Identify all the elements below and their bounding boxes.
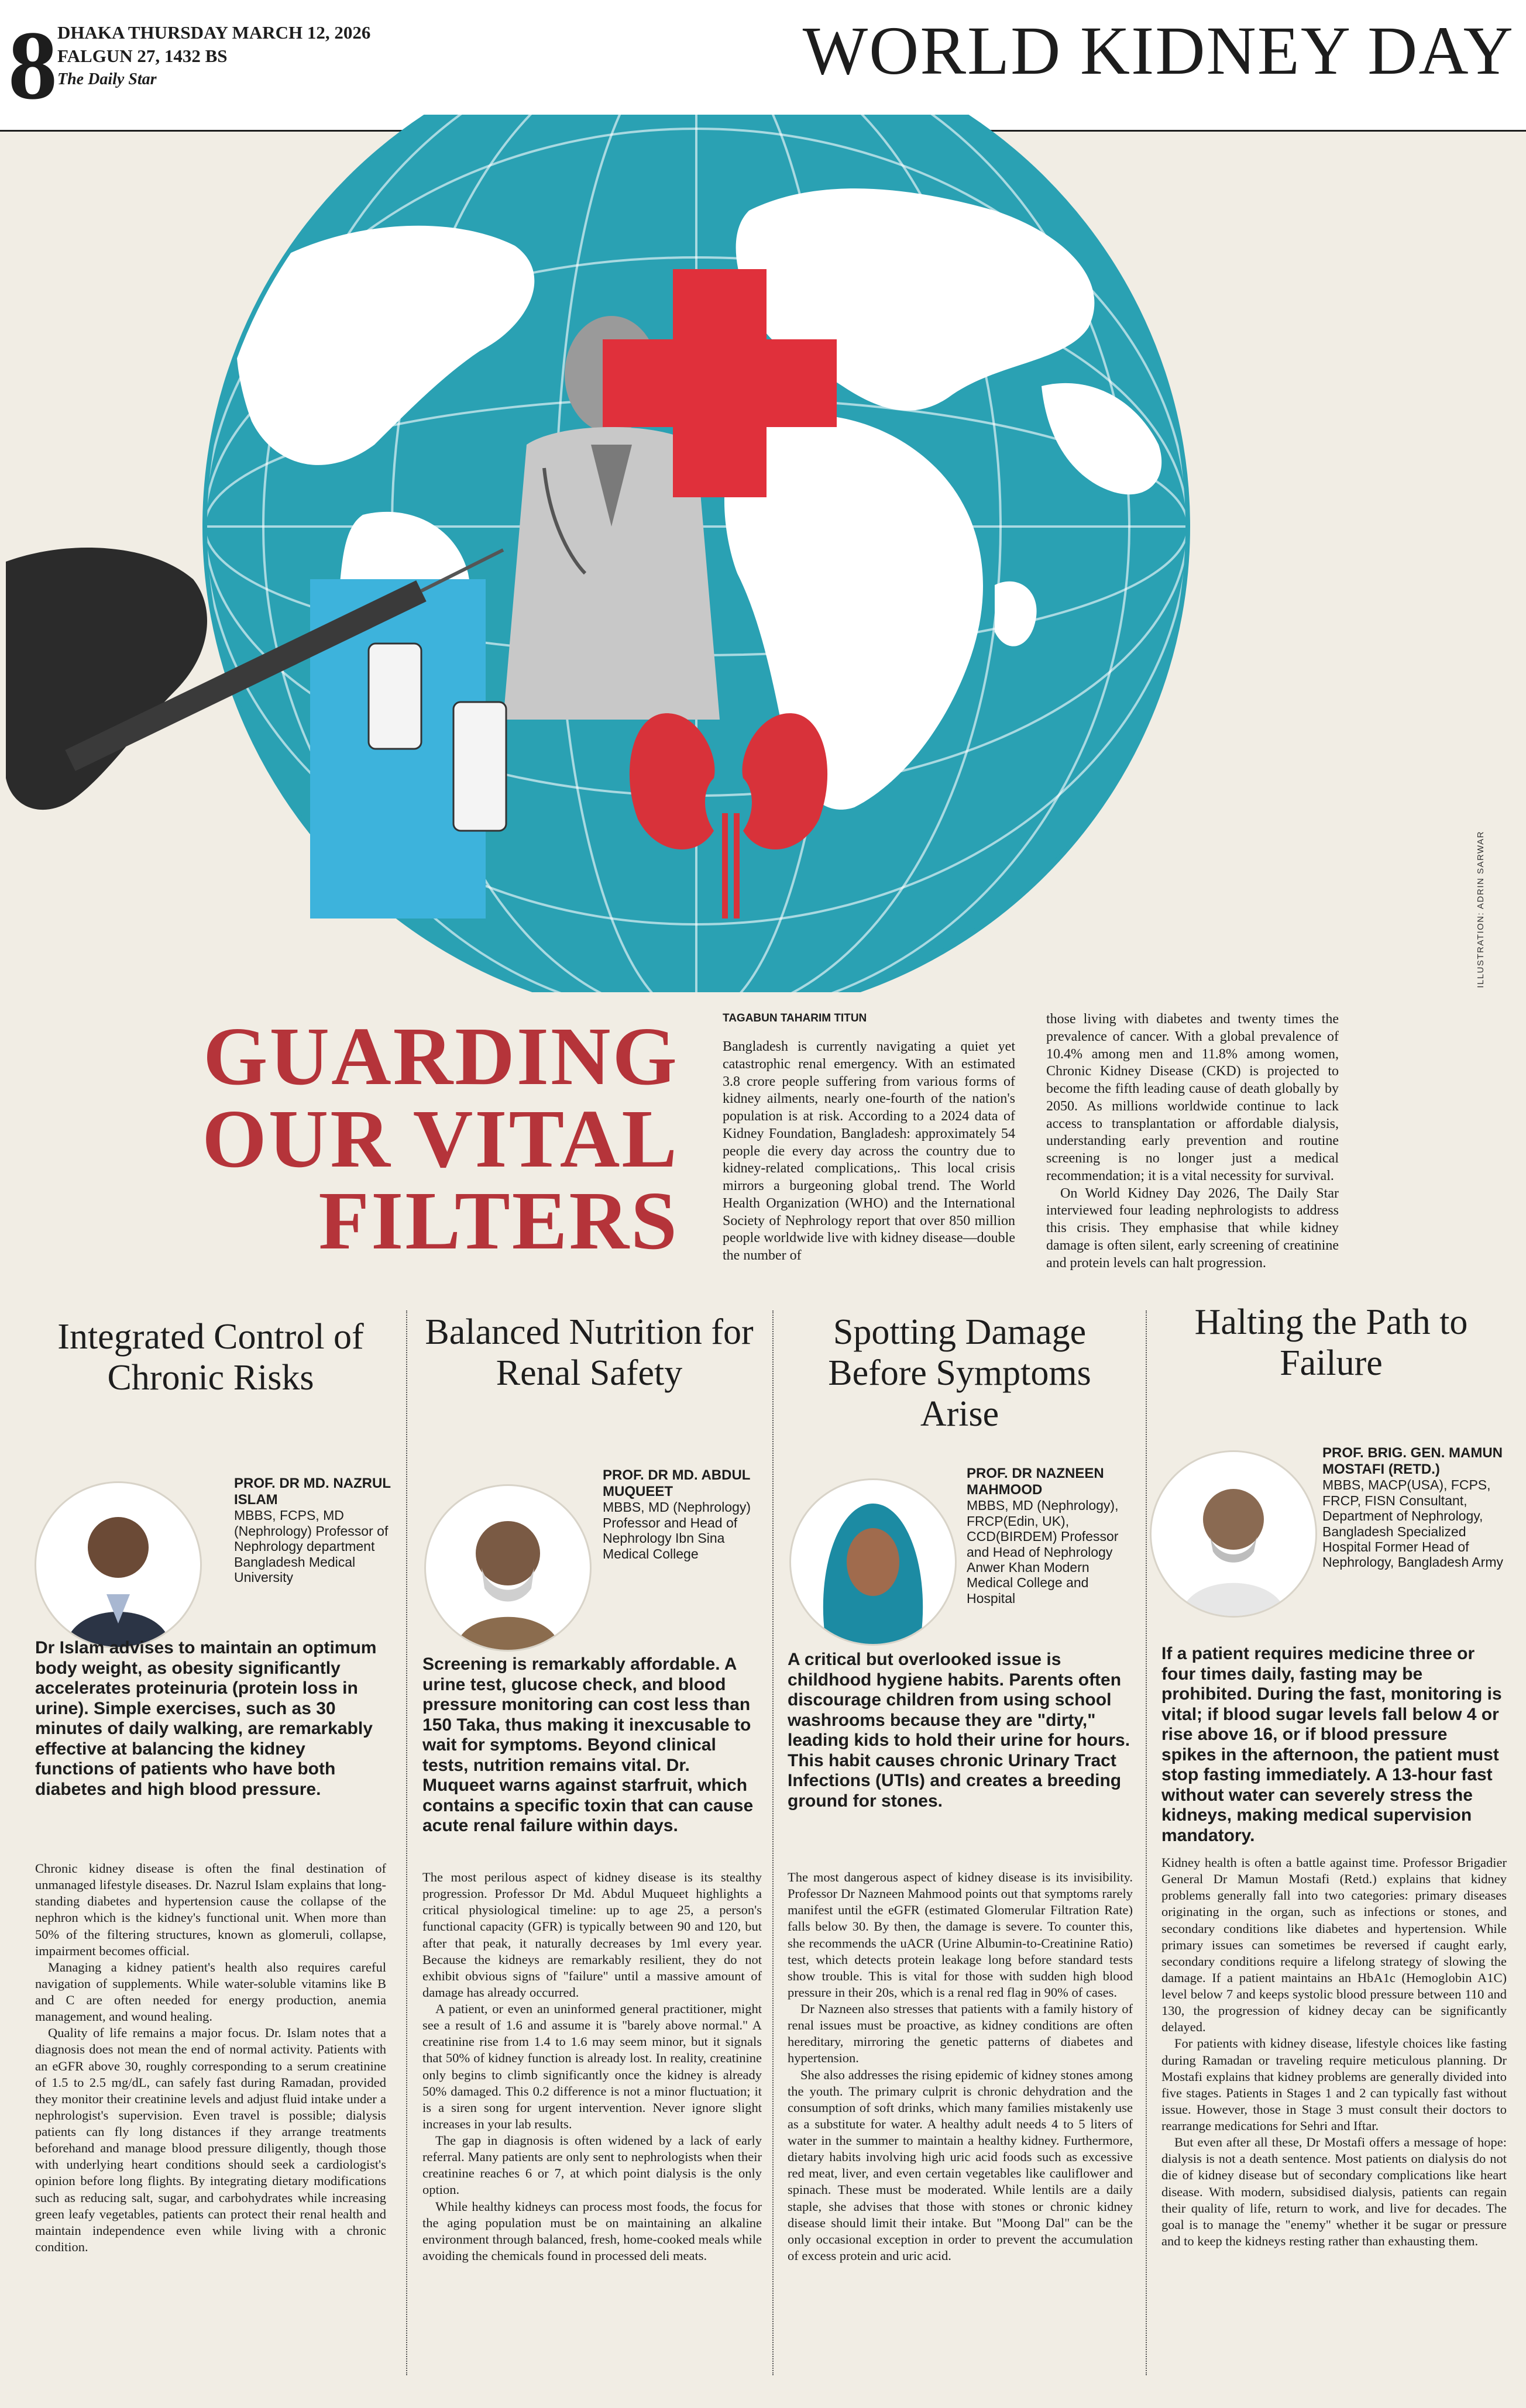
newspaper-logo: The Daily Star <box>57 70 157 88</box>
main-headline <box>193 1010 679 1267</box>
bangla-date-line: FALGUN 27, 1432 BS <box>57 46 228 66</box>
body-paragraph: The gap in diagnosis is often widened by a lack of early referral. Many patients are only sent to nephrologists when their creatinine reaches 6 or 7, at which point dialysis is the only option. <box>422 2133 762 2197</box>
avatar <box>791 1480 955 1644</box>
column-divider <box>1146 1310 1147 2375</box>
doctor-credentials: MBBS, FCPS, MD (Nephrology) Professor of Nephrology department Bangladesh Medical University <box>234 1508 389 1585</box>
doctor-credentials: MBBS, MACP(USA), FCPS, FRCP, FISN Consultant, Department of Nephrology, Bangladesh Specialized Hospital Former Head of Nephrology, Bangladesh Army <box>1322 1477 1503 1570</box>
illustration-credit: ILLUSTRATION: ADRIN SARWAR <box>1476 831 1486 988</box>
doctor-bio <box>234 1475 392 1585</box>
byline: TAGABUN TAHARIM TITUN <box>723 1012 867 1024</box>
column-title: Balanced Nutrition for Renal Safety <box>425 1312 754 1394</box>
intro-paragraph: Bangladesh is currently navigating a quiet yet catastrophic renal emergency. With an estimated 3.8 crore people suffering from various forms of kidney ailments, nearly one-fourth of the nation's population is at risk. According to a 2024 data of Kidney Foundation, Bangladesh: approximately 54 people die every day across the country due to kidney-related complications,. This local crisis mirrors a burgeoning global trend. The World Health Organization (WHO) and the International Society of Nephrology report that over 850 million people worldwide live with kidney disease—double the number of <box>723 1039 1015 1263</box>
world-kidney-day-illustration <box>0 115 1526 992</box>
doctor-credentials: MBBS, MD (Nephrology) Professor and Head of Nephrology Ibn Sina Medical College <box>603 1499 751 1561</box>
body-paragraph: A patient, or even an uninformed general practitioner, might see a result of 1.6 and assume it is "barely above normal." A creatinine rise from 1.4 to 1.6 may seem minor, but it signals that 50% of kidney function is already lost. In reality, creatinine only begins to climb significantly once the kidney is already 50% damaged. This 0.2 difference is not a minor fluctuation; it is a siren song for urgent intervention. Never ignore slight increases in your lab results. <box>422 2001 762 2131</box>
lead-quote: Dr Islam advises to maintain an optimum body weight, as obesity significantly accelerates proteinuria (protein loss in urine). Simple exercises, such as 30 minutes of daily walking, are remarkably effective at balancing the kidney functions of patients who have both diabetes and high blood pressure. <box>35 1638 377 1799</box>
body-paragraph: For patients with kidney disease, lifestyle choices like fasting during Ramadan or traveling require meticulous planning. Dr Mostafi explains that kidney problems are generally divided into five stages. Patients in Stages 1 and 2 can typically fast without issue. However, those in Stage 3 must consult their doctors to rearrange medications for Sehri and Iftar. <box>1161 2036 1507 2133</box>
headline-line: OUR VITAL <box>202 1092 679 1185</box>
doctor-credentials: MBBS, MD (Nephrology), FRCP(Edin, UK), CCD(BIRDEM) Professor and Head of Nephrology Anwer Khan Modern Medical College and Hospital <box>967 1498 1119 1606</box>
article-body <box>1161 1855 1507 2249</box>
article-body <box>788 1869 1133 2264</box>
avatar <box>1152 1452 1315 1616</box>
doctor-bio <box>967 1466 1136 1606</box>
headline-line: GUARDING <box>203 1010 679 1102</box>
avatar <box>36 1483 200 1647</box>
intro-column <box>723 1038 1015 1265</box>
body-paragraph: The most perilous aspect of kidney disease is its stealthy progression. Professor Dr Md. Abdul Muqueet highlights a critical physiological timeline: up to age 25, a person's functional capacity (GFR) is typically between 90 and 120, but after that peak, it naturally decreases by 1ml every year. Because the kidneys are remarkably resilient, they do not exhibit obvious signs of "failure" until a massive amount of damage has already occurred. <box>422 1870 762 2000</box>
lead-quote: If a patient requires medicine three or four times daily, fasting may be prohibited. During the fast, monitoring is vital; if blood sugar levels fall below 4 or rise above 16, or if blood pressure spikes in the afternoon, the patient must stop fasting immediately. A 13-hour fast without water can severely stress the kidneys, making medical supervision mandatory. <box>1161 1644 1502 1845</box>
body-paragraph: Kidney health is often a battle against time. Professor Brigadier General Dr Mamun Mostafi (Retd.) explains that kidney problems generally fall into two categories: primary diseases originating in the organ, such as infections or stones, and secondary conditions like diabetes and hypertension. While primary issues can sometimes be reversed if caught early, secondary conditions require a lifelong strategy of slowing the damage. If a patient maintains an HbA1c (Hemoglobin A1C) level below 7 and keeps systolic blood pressure between 110 and 130, the progression of kidney decay can be significantly delayed. <box>1161 1855 1507 2035</box>
intro-paragraph: On World Kidney Day 2026, The Daily Star interviewed four leading nephrologists to address this crisis. They emphasise that while kidney damage is often silent, early screening of creatinine and protein levels can halt progression. <box>1046 1185 1339 1271</box>
doctor-bio <box>603 1467 767 1561</box>
column-divider <box>406 1310 407 2375</box>
avatar <box>426 1486 590 1650</box>
doctor-name: PROF. DR MD. NAZRUL ISLAM <box>234 1475 391 1508</box>
body-paragraph: Managing a kidney patient's health also requires careful navigation of supplements. While water-soluble vitamins like B and C are often needed for energy production, anemia management, and wound healing. <box>35 1959 386 2024</box>
body-paragraph: Dr Nazneen also stresses that patients with a family history of renal issues must be proactive, as kidney conditions are often hereditary, mirroring the genetic patterns of diabetes and hypertension. <box>788 2001 1133 2066</box>
doctor-bio <box>1322 1445 1510 1570</box>
body-paragraph: But even after all these, Dr Mostafi offers a message of hope: dialysis is not a death sentence. Most patients on dialysis do not die of kidney disease but of secondary complications like heart disease. With modern, subsidised dialysis, patients can regain their quality of life, return to work, and live for decades. The goal is to manage the "enemy" whether it be sugar or pressure and to keep the kidneys resting rather than exhausting them. <box>1161 2135 1507 2248</box>
doctor-name: PROF. DR MD. ABDUL MUQUEET <box>603 1467 750 1499</box>
intro-paragraph: those living with diabetes and twenty times the prevalence of cancer. With a global prevalence of 10.4% among men and 11.8% among women, Chronic Kidney Disease (CKD) is projected to become the fifth leading cause of death globally by 2050. As millions worldwide continue to lack access to transplantation or affordable dialysis, understanding early prevention and routine screening is no longer just a medical recommendation; it is a vital necessity for survival. <box>1046 1012 1339 1184</box>
column-divider <box>772 1310 774 2375</box>
date-line: DHAKA THURSDAY MARCH 12, 2026 <box>57 22 371 43</box>
column-title: Integrated Control of Chronic Risks <box>57 1317 364 1398</box>
lead-quote: Screening is remarkably affordable. A urine test, glucose check, and blood pressure monitoring can cost less than 150 Taka, thus making it inexcusable to wait for symptoms. Beyond clinical tests, nutrition remains vital. Dr. Muqueet warns against starfruit, which contains a specific toxin that can cause acute renal failure within days. <box>422 1654 754 1835</box>
intro-column <box>1046 1011 1339 1272</box>
body-paragraph: The most dangerous aspect of kidney disease is its invisibility. Professor Dr Nazneen Mahmood points out that symptoms rarely manifest until the eGFR (estimated Glomerular Filtration Rate) falls below 30. By then, the damage is severe. To counter this, she recommends the uACR (Urine Albumin-to-Creatinine Ratio) test, which detects protein leakage long before standard tests show trouble. This is vital for those with sudden high blood pressure in their 20s, which is a renal red flag in 90% of cases. <box>788 1870 1133 2000</box>
article-body <box>35 1860 386 2255</box>
column-title: Halting the Path to Failure <box>1194 1302 1468 1384</box>
page-number: 8 <box>8 11 57 120</box>
body-paragraph: Quality of life remains a major focus. Dr. Islam notes that a diagnosis does not mean the end of normal activity. Patients with an eGFR above 30, roughly corresponding to a serum creatinine of 1.5 to 2.5 mg/dL, can safely fast during Ramadan, provided they monitor their creatinine levels and adjust fluid intake under a nephrologist's supervision. Even travel is possible; dialysis patients can fly long distances if they arrange treatments beforehand and manage blood pressure diligently, though those with underlying heart conditions should seek a cardiologist's opinion before long flights. By integrating dietary modifications such as reducing salt, sugar, and carbohydrates while increasing green leafy vegetables, patients can protect their renal health and maintain independence even while living with a chronic condition. <box>35 2025 386 2254</box>
article-body <box>422 1869 762 2264</box>
headline-line: FILTERS <box>318 1174 679 1267</box>
body-paragraph: While healthy kidneys can process most foods, the focus for the aging population must be on maintaining an alkaline environment through balanced, fresh, home-cooked meals while avoiding the chemicals found in processed deli meats. <box>422 2199 762 2263</box>
column-title: Spotting Damage Before Symptoms Arise <box>828 1312 1091 1435</box>
doctor-name: PROF. BRIG. GEN. MAMUN MOSTAFI (RETD.) <box>1322 1445 1503 1477</box>
body-paragraph: Chronic kidney disease is often the final destination of unmanaged lifestyle diseases. Dr. Nazrul Islam explains that long-standing diabetes and hypertension cause the collapse of the nephron which is the kidney's functional unit. When more than 50% of the filtering structures, known as glomeruli, collapse, impairment becomes official. <box>35 1861 386 1958</box>
section-title: WORLD KIDNEY DAY <box>802 12 1514 89</box>
body-paragraph: She also addresses the rising epidemic of kidney stones among the youth. The primary culprit is chronic dehydration and the consumption of soft drinks, which many families mistakenly use as a substitute for water. A healthy adult needs 4 to 5 liters of water in the summer to maintain a healthy kidney. Furthermore, dietary habits involving high uric acid foods such as excessive red meat, liver, and even certain vegetables like cauliflower and spinach. These must be moderated. While lentils are a daily staple, she advises that those with stones or chronic kidney disease should limit their intake. But "Moong Dal" can be the only occasional exception in order to prevent the accumulation of excess protein and uric acid. <box>788 2067 1133 2263</box>
lead-quote: A critical but overlooked issue is childhood hygiene habits. Parents often discourage children from using school washrooms because they are "dirty," leading kids to hold their urine for hours. This habit causes chronic Urinary Tract Infections (UTIs) and creates a breeding ground for stones. <box>788 1650 1130 1811</box>
doctor-name: PROF. DR NAZNEEN MAHMOOD <box>967 1466 1104 1498</box>
